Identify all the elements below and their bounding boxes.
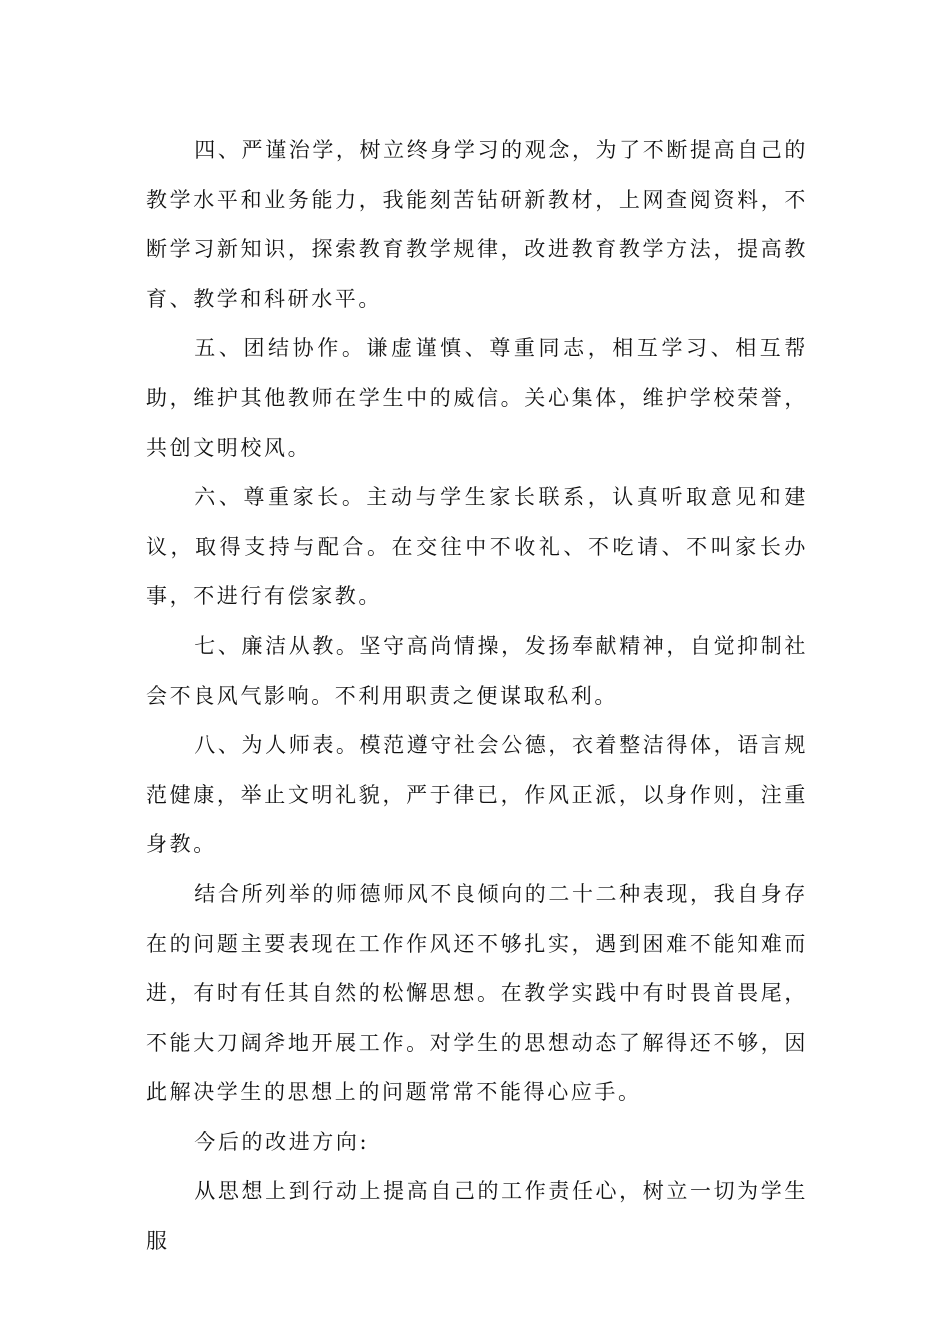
paragraph-self-assessment: 结合所列举的师德师风不良倾向的二十二种表现，我自身存在的问题主要表现在工作作风还不够扎实，遇到困难不能知难而进，有时有任其自然的松懈思想。在教学实践中有时畏首畏尾，不能大刀阔斧地开展工作。对学生的思想动态了解得还不够，因此解决学生的思想上的问题常常不能得心应手。: [146, 881, 808, 1105]
paragraph-integrity: 七、廉洁从教。坚守高尚情操，发扬奉献精神，自觉抑制社会不良风气影响。不利用职责之便谋取私利。: [146, 633, 808, 708]
paragraph-improvement-heading: 今后的改进方向:: [194, 1129, 370, 1154]
paragraph-role-model: 八、为人师表。模范遵守社会公德，衣着整洁得体，语言规范健康，举止文明礼貌，严于律已，作风正派，以身作则，注重身教。: [146, 733, 808, 857]
paragraph-unity-cooperation: 五、团结协作。谦虚谨慎、尊重同志，相互学习、相互帮助，维护其他教师在学生中的威信。关心集体，维护学校荣誉，共创文明校风。: [146, 336, 808, 460]
paragraph-improvement-plan: 从思想上到行动上提高自己的工作责任心，树立一切为学生服: [146, 1179, 808, 1254]
paragraph-rigorous-study: 四、严谨治学，树立终身学习的观念，为了不断提高自己的教学水平和业务能力，我能刻苦钻研新教材，上网查阅资料，不断学习新知识，探索教育教学规律，改进教育教学方法，提高教育、教学和科研水平。: [146, 138, 808, 311]
document-body: [146, 126, 808, 1267]
paragraph-respect-parents: 六、尊重家长。主动与学生家长联系，认真听取意见和建议，取得支持与配合。在交往中不收礼、不吃请、不叫家长办事，不进行有偿家教。: [146, 485, 808, 609]
